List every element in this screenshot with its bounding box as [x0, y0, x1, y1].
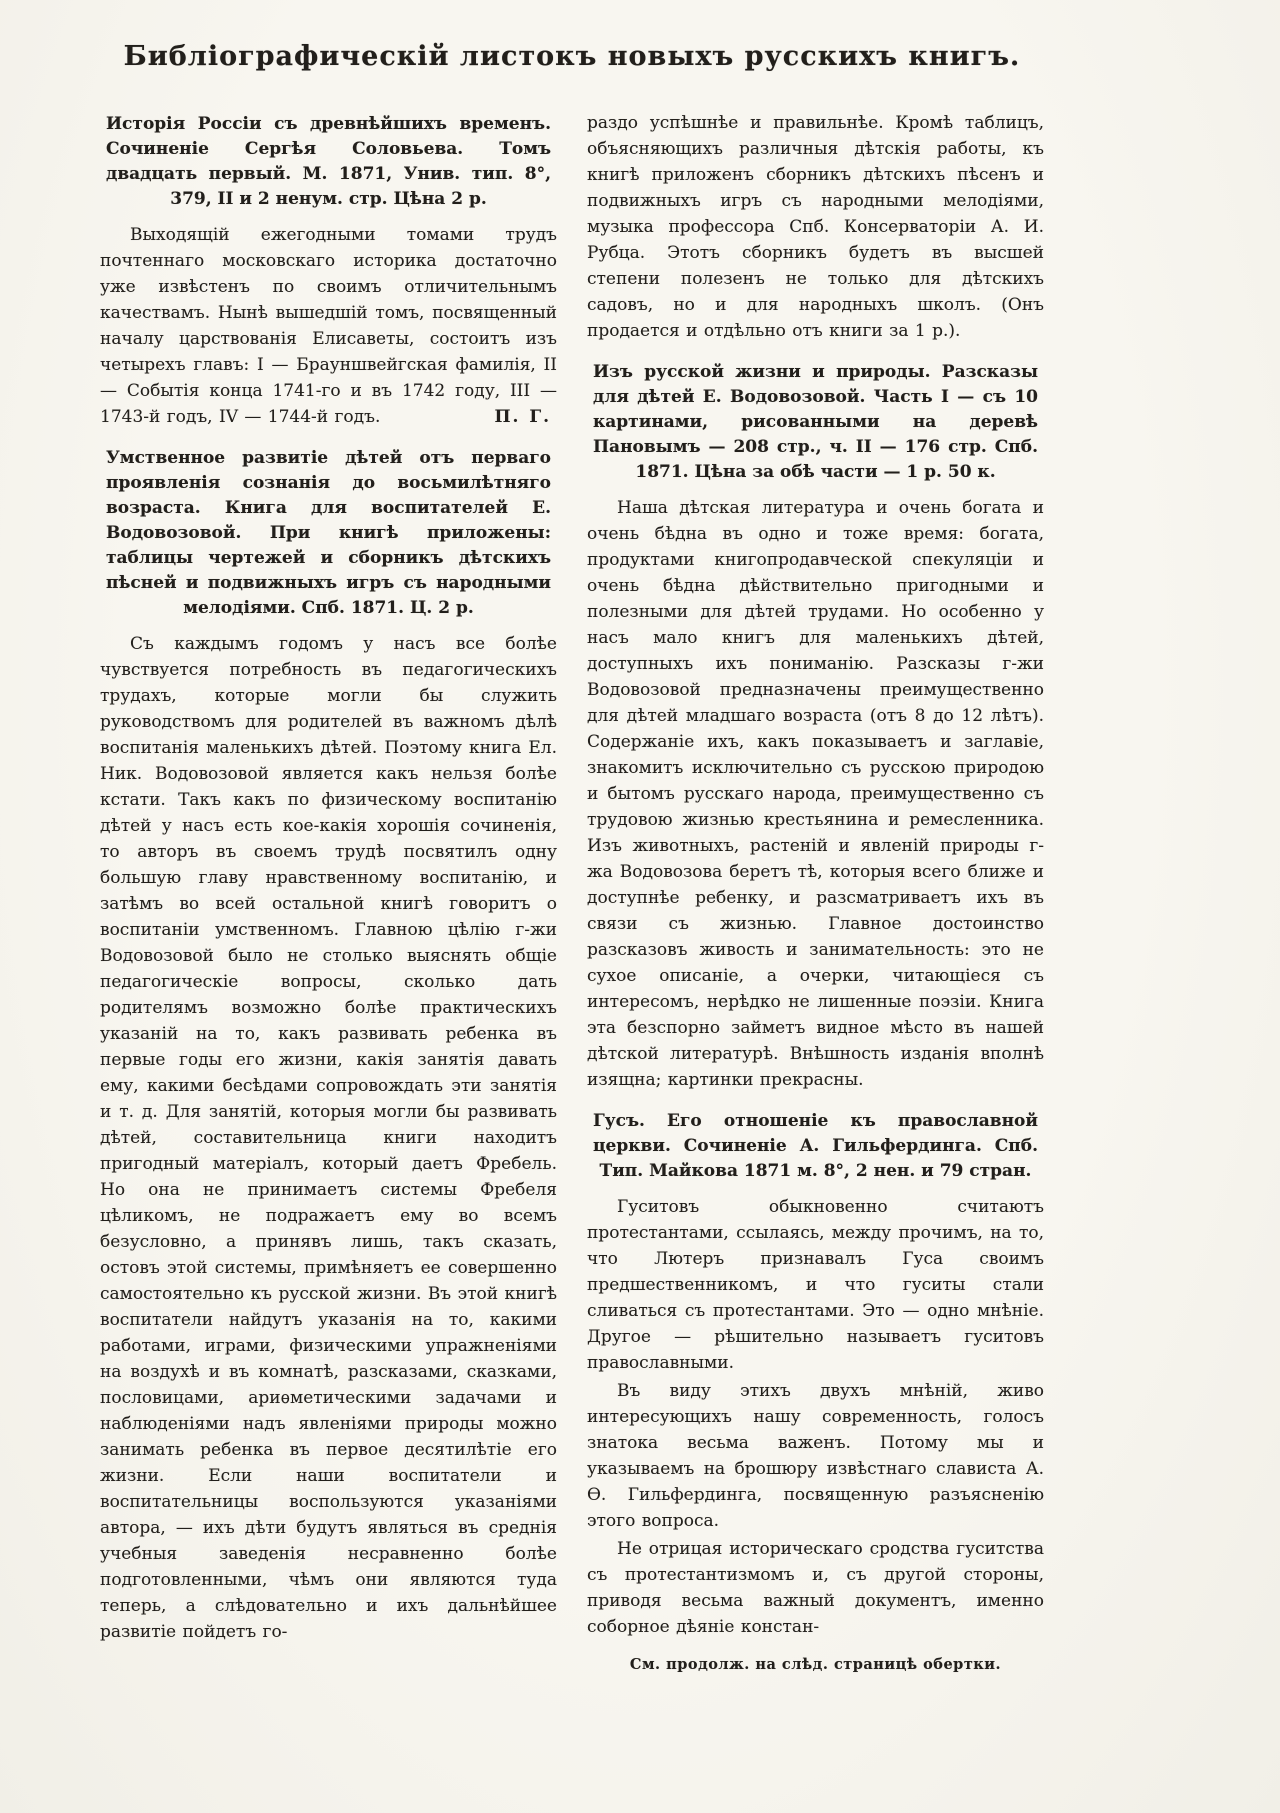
entry-body-istoria-rossii-text: Выходящій ежегодными томами трудъ почтеннаго московскаго историка достаточно уже извѣстенъ по своимъ отличительнымъ качествамъ. Нынѣ вышедшій томъ, посвященный началу царствованія Елисаветы, состоитъ изъ четырехъ главъ: I — Брауншвейгская фамилія, II — Событія конца 1741-го и въ 1742 году, III — 1743-й годъ, IV — 1744-й годъ. — [100, 225, 557, 427]
two-column-layout — [100, 110, 1044, 1673]
entry-heading-gus: Гусъ. Его отношеніе къ православной церкви. Сочиненіе А. Гильфердинга. Спб. Тип. Майкова 1871 м. 8°, 2 нен. и 79 стран. — [593, 1111, 1038, 1181]
entry-body-iz-russkoy-zhizni: Наша дѣтская литература и очень богата и очень бѣдна въ одно и тоже время: богата, продуктами книгопродавческой спекуляціи и очень бѣдна дѣйствительно пригодными и полезными для дѣтей трудами. Но особенно у насъ мало книгъ для маленькихъ дѣтей, доступныхъ ихъ пониманію. Разсказы г-жи Водовозовой предназначены преимущественно для дѣтей младшаго возраста (отъ 8 до 12 лѣтъ). Содержаніе ихъ, какъ показываетъ и заглавіе, знакомитъ исключительно съ русскою природою и бытомъ русскаго народа, преимущественно съ трудовою жизнью крестьянина и ремесленника. Изъ животныхъ, растеній и явленій природы г-жа Водовозова беретъ тѣ, которыя всего ближе и доступнѣе ребенку, и разсматриваетъ ихъ въ связи съ жизнью. Главное достоинство разсказовъ живость и занимательность: это не сухое описаніе, а очерки, читающіеся съ интересомъ, нерѣдко не лишенные поэзіи. Книга эта безспорно займетъ видное мѣсто въ нашей дѣтской литературѣ. Внѣшность изданія вполнѣ изящна; картинки прекрасны. — [587, 498, 1044, 1090]
entry-heading-iz-russkoy-zhizni: Изъ русской жизни и природы. Разсказы для дѣтей Е. Водовозовой. Часть I — съ 10 картинами, рисованными на деревѣ Пановымъ — 208 стр., ч. II — 176 стр. Спб. 1871. Цѣна за обѣ части — 1 р. 50 к. — [593, 362, 1038, 482]
right-column — [587, 110, 1044, 1673]
entry-heading-istoria-rossii: Исторія Россіи съ древнѣйшихъ временъ. Сочиненіе Сергѣя Соловьева. Томъ двадцать первый. М. 1871, Унив. тип. 8°, 379, II и 2 ненум. стр. Цѣна 2 р. — [106, 114, 551, 209]
entry-body-gus-paragraph-1: Гуситовъ обыкновенно считаютъ протестантами, ссылаясь, между прочимъ, на то, что Лютеръ признавалъ Гуса своимъ предшественникомъ, и что гуситы стали сливаться съ протестантами. Это — одно мнѣніе. Другое — рѣшительно называетъ гуситовъ православными. — [587, 1197, 1044, 1373]
entry-heading-umstvennoe-razvitie: Умственное развитіе дѣтей отъ перваго проявленія сознанія до восьмилѣтняго возраста. Книга для воспитателей Е. Водовозовой. При книгѣ приложены: таблицы чертежей и сборникъ дѣтскихъ пѣсней и подвижныхъ игръ съ народными мелодіями. Спб. 1871. Ц. 2 р. — [106, 448, 551, 618]
reviewer-signature: П. Г. — [494, 407, 551, 427]
entry-body-gus-paragraph-2: Въ виду этихъ двухъ мнѣній, живо интересующихъ нашу современность, голосъ знатока весьма важенъ. Потому мы и указываемъ на брошюру извѣстнаго слависта А. Ѳ. Гильфердинга, посвященную разъясненію этого вопроса. — [587, 1381, 1044, 1531]
entry-body-umstvennoe-razvitie-continuation: раздо успѣшнѣе и правильнѣе. Кромѣ таблицъ, объясняющихъ различныя дѣтскія работы, къ книгѣ приложенъ сборникъ дѣтскихъ пѣсенъ и подвижныхъ игръ съ народными мелодіями, музыка профессора Спб. Консерваторіи А. И. Рубца. Этотъ сборникъ будетъ въ высшей степени полезенъ не только для дѣтскихъ садовъ, но и для народныхъ школъ. (Онъ продается и отдѣльно отъ книги за 1 р.). — [587, 113, 1044, 341]
entry-body-gus-paragraph-3: Не отрицая историческаго сродства гуситства съ протестантизмомъ и, съ другой стороны, приводя весьма важный документъ, именно соборное дѣяніе констан- — [587, 1539, 1044, 1637]
entry-body-umstvennoe-razvitie: Съ каждымъ годомъ у насъ все болѣе чувствуется потребность въ педагогическихъ трудахъ, которые могли бы служить руководствомъ для родителей въ важномъ дѣлѣ воспитанія маленькихъ дѣтей. Поэтому книга Ел. Ник. Водовозовой является какъ нельзя болѣе кстати. Такъ какъ по физическому воспитанію дѣтей у насъ есть кое-какія хорошія сочиненія, то авторъ въ своемъ трудѣ посвятилъ одну большую главу нравственному воспитанію, и затѣмъ во всей остальной книгѣ говоритъ о воспитаніи умственномъ. Главною цѣлію г-жи Водовозовой было не столько выяснять общіе педагогическіе вопросы, сколько дать родителямъ возможно болѣе практическихъ указаній на то, какъ развивать ребенка въ первые годы его жизни, какія занятія давать ему, какими бесѣдами сопровождать эти занятія и т. д. Для занятій, которыя могли бы развивать дѣтей, составительница книги находитъ пригодный матеріалъ, который даетъ Фребель. Но она не принимаетъ системы Фребеля цѣликомъ, не подражаетъ ему во всемъ безусловно, а принявъ лишь, такъ сказать, остовъ этой системы, примѣняетъ ее совершенно самостоятельно къ русской жизни. Въ этой книгѣ воспитатели найдутъ указанія на то, какими работами, играми, физическими упражненіями на воздухѣ и въ комнатѣ, разсказами, сказками, пословицами, ариѳметическими задачами и наблюденіями надъ явленіями природы можно занимать ребенка въ первое десятилѣтіе его жизни. Если наши воспитатели и воспитательницы воспользуются указаніями автора, — ихъ дѣти будутъ являться въ среднія учебныя заведенія несравненно болѣе подготовленными, чѣмъ они являются туда теперь, а слѣдовательно и ихъ дальнѣйшее развитіе пойдетъ го- — [100, 634, 557, 1642]
left-column — [100, 110, 557, 1647]
continuation-footer-note: См. продолж. на слѣд. страницѣ обертки. — [629, 1656, 1002, 1673]
page-content — [100, 40, 1044, 1673]
page-title: Библіографическій листокъ новыхъ русскихъ книгъ. — [123, 41, 1021, 72]
entry-body-istoria-rossii — [100, 222, 557, 430]
